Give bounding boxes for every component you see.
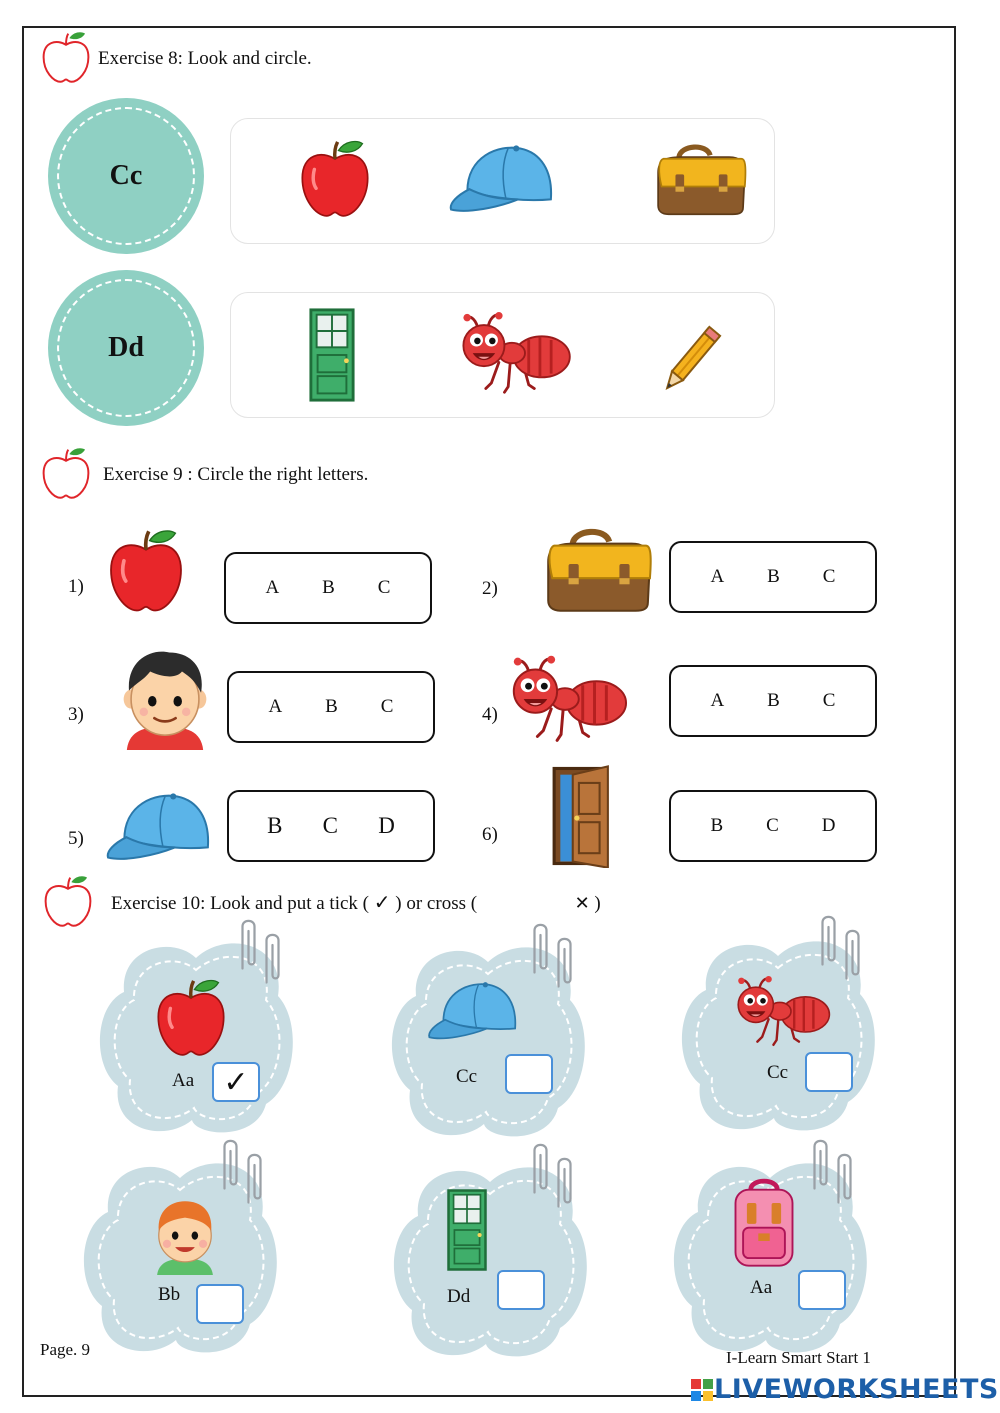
option-c[interactable]: C <box>377 577 391 598</box>
card-label: Aa <box>750 1277 773 1298</box>
title-text: Exercise 10: Look and put a tick ( <box>111 893 370 914</box>
pencil-icon[interactable] <box>654 322 724 402</box>
item-number: 1) <box>68 576 84 597</box>
brand-text: LIVEWORKSHEETS <box>714 1374 999 1405</box>
answer-box[interactable] <box>805 1052 853 1092</box>
cap-icon <box>104 786 216 868</box>
option-c[interactable]: C <box>822 690 836 711</box>
letter-label: Dd <box>57 279 195 417</box>
brand-logo <box>690 1374 999 1405</box>
letter-options-2 <box>669 541 877 613</box>
door-icon[interactable] <box>308 306 356 404</box>
option-a[interactable]: A <box>710 566 725 587</box>
option-b[interactable]: B <box>767 690 780 711</box>
backpack-icon <box>726 1174 802 1270</box>
boy-icon <box>144 1192 226 1276</box>
letter-options-5 <box>227 790 435 862</box>
letter-circle-cc <box>48 98 204 254</box>
paperclip-icon <box>828 1150 858 1210</box>
answer-box[interactable] <box>505 1054 553 1094</box>
apple-outline-icon <box>38 444 94 500</box>
title-text: ) or cross ( <box>395 893 478 914</box>
tick-icon: ✓ <box>373 892 391 914</box>
exercise-9-title: Exercise 9 : Circle the right letters. <box>103 464 369 485</box>
option-d[interactable]: D <box>378 813 395 838</box>
card-label: Aa <box>172 1070 195 1091</box>
item-number: 2) <box>482 578 498 599</box>
ant-icon[interactable] <box>450 312 572 396</box>
boy-icon <box>112 644 218 750</box>
apple-icon[interactable] <box>292 130 378 226</box>
item-number: 3) <box>68 704 84 725</box>
school-bag-icon[interactable] <box>646 136 750 218</box>
ant-icon <box>500 654 628 746</box>
book-title: I-Learn Smart Start 1 <box>726 1348 871 1367</box>
tick-icon: ✓ <box>223 1064 249 1100</box>
letter-options-6 <box>669 790 877 862</box>
answer-box[interactable] <box>497 1270 545 1310</box>
paperclip-icon <box>256 930 286 990</box>
option-b[interactable]: B <box>267 813 283 838</box>
title-text: ) <box>594 893 601 914</box>
paperclip-icon <box>238 1150 268 1210</box>
option-b[interactable]: B <box>710 815 724 836</box>
option-d[interactable]: D <box>821 815 836 836</box>
exercise-10-title <box>111 890 601 915</box>
exercise-8-title: Exercise 8: Look and circle. <box>98 48 312 69</box>
option-a[interactable]: A <box>268 696 283 717</box>
apple-outline-icon <box>40 872 96 928</box>
option-c[interactable]: C <box>380 696 394 717</box>
option-a[interactable]: A <box>710 690 725 711</box>
school-bag-icon <box>534 520 656 614</box>
ant-icon <box>726 976 832 1048</box>
letter-circle-dd <box>48 270 204 426</box>
page-number: Page. 9 <box>40 1340 91 1359</box>
card-label: Bb <box>158 1284 181 1305</box>
door-icon <box>550 764 612 868</box>
letter-options-1 <box>224 552 432 624</box>
cap-icon[interactable] <box>447 138 559 220</box>
answer-box[interactable] <box>212 1062 260 1102</box>
option-b[interactable]: B <box>767 566 780 587</box>
letter-options-3 <box>227 671 435 743</box>
item-number: 6) <box>482 824 498 845</box>
paperclip-icon <box>836 926 866 986</box>
item-number: 5) <box>68 828 84 849</box>
door-icon <box>446 1186 488 1274</box>
apple-outline-icon <box>38 28 94 84</box>
item-number: 4) <box>482 704 498 725</box>
paperclip-icon <box>548 1154 578 1214</box>
option-a[interactable]: A <box>265 577 280 598</box>
letter-options-4 <box>669 665 877 737</box>
card-label: Cc <box>767 1062 789 1083</box>
card-label: Dd <box>447 1286 471 1307</box>
option-c[interactable]: C <box>766 815 779 836</box>
answer-box[interactable] <box>196 1284 244 1324</box>
apple-icon <box>100 514 192 626</box>
option-b[interactable]: B <box>325 696 338 717</box>
liveworksheets-logo-icon <box>690 1378 714 1402</box>
cap-icon <box>424 976 524 1046</box>
cross-icon: ✕ <box>574 893 590 914</box>
option-c[interactable]: C <box>322 813 339 838</box>
card-label: Cc <box>456 1066 478 1087</box>
answer-box[interactable] <box>798 1270 846 1310</box>
option-b[interactable]: B <box>322 577 335 598</box>
apple-icon <box>148 972 234 1062</box>
paperclip-icon <box>548 934 578 994</box>
option-c[interactable]: C <box>822 566 836 587</box>
letter-label: Cc <box>57 107 195 245</box>
